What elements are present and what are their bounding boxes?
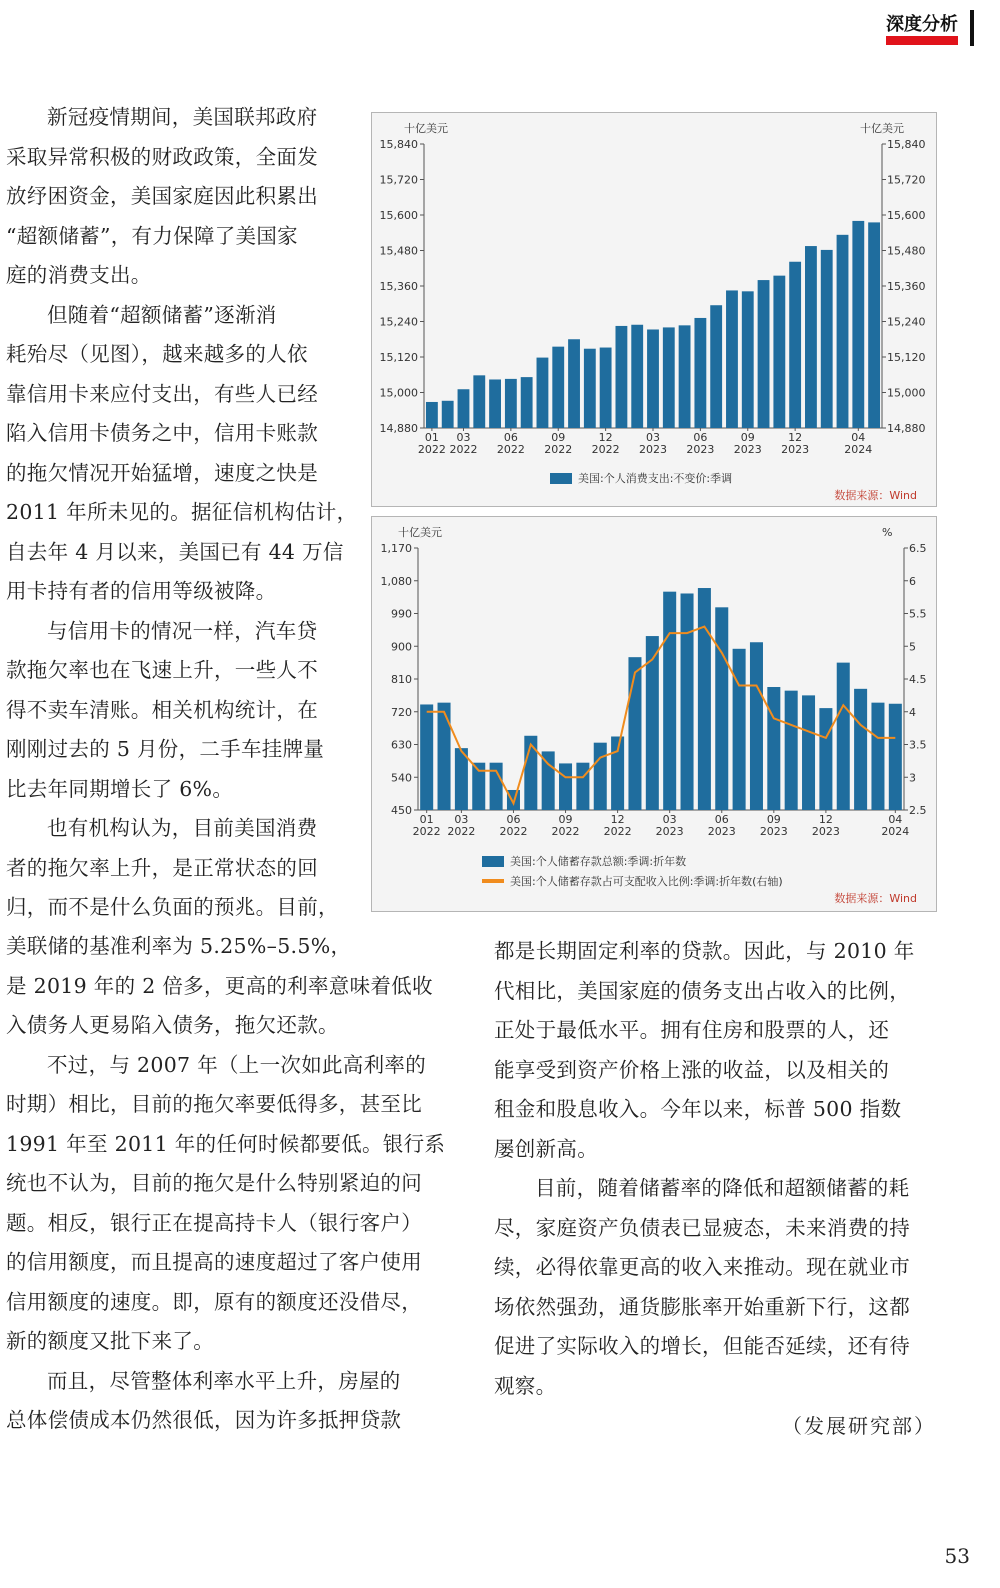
bar xyxy=(698,588,711,810)
x-tick-label-month: 12 xyxy=(598,431,613,444)
x-tick-label-month: 09 xyxy=(551,431,566,444)
text-line: 刚刚过去的 5 月份，二手车挂牌量 xyxy=(6,737,325,761)
x-tick-label-year: 2024 xyxy=(881,825,910,838)
text-line: 陷入信用卡债务之中，信用卡账款 xyxy=(6,421,318,445)
bar xyxy=(489,379,501,428)
text-line: 自去年 4 月以来，美国已有 44 万信 xyxy=(6,539,344,564)
text-line: 靠信用卡来应付支出，有些人已经 xyxy=(6,381,318,406)
page-number: 53 xyxy=(944,1544,970,1568)
section-title: 深度分析 xyxy=(886,14,958,35)
y-tick-label-right: 6.5 xyxy=(909,542,927,555)
legend-swatch-line xyxy=(482,879,504,883)
text-line: 新冠疫情期间，美国联邦政府 xyxy=(47,105,318,129)
x-tick-label-year: 2022 xyxy=(412,825,441,838)
y-tick-label-left: 1,170 xyxy=(380,542,412,555)
bar xyxy=(663,327,675,428)
x-tick-label-month: 03 xyxy=(646,431,660,444)
bar xyxy=(442,401,454,428)
bar xyxy=(758,280,770,428)
text-line: 的信用额度，而且提高的速度超过了客户使用 xyxy=(6,1250,422,1274)
text-line: 统也不认为，目前的拖欠是什么特别紧迫的问 xyxy=(6,1171,422,1195)
bar xyxy=(521,377,533,428)
savings-chart xyxy=(371,516,937,912)
text-line: “超额储蓄”，有力保障了美国家 xyxy=(6,223,298,248)
bar xyxy=(679,325,691,428)
section-accent-bar xyxy=(886,36,958,45)
bar xyxy=(505,379,517,428)
bar xyxy=(789,262,801,428)
bar xyxy=(647,329,659,428)
text-line: 2011 年所未见的。据征信机构估计， xyxy=(6,500,358,524)
y-tick-label-right: 3.5 xyxy=(909,738,927,752)
bar xyxy=(750,642,763,810)
bar xyxy=(710,305,722,428)
bar xyxy=(584,349,596,428)
y-tick-label-right: 15,480 xyxy=(887,244,926,258)
y-tick-label-right: 15,600 xyxy=(887,209,926,222)
text-line: 归，而不是什么负面的预兆。目前， xyxy=(6,895,339,919)
bar xyxy=(438,703,451,810)
data-source-label: 数据来源：Wind xyxy=(834,892,917,905)
x-tick-label-year: 2023 xyxy=(781,443,810,456)
bar xyxy=(615,326,627,428)
text-line: 放纾困资金，美国家庭因此积累出 xyxy=(6,184,318,208)
text-line: 促进了实际收入的增长，但能否延续，还有待 xyxy=(494,1334,910,1358)
bar xyxy=(726,290,738,428)
author-signature: （发展研究部） xyxy=(782,1414,936,1438)
savings-chart-svg xyxy=(372,517,936,911)
y-tick-label-right: 5.5 xyxy=(909,607,927,621)
bar xyxy=(681,593,694,810)
y-tick-label-left: 14,880 xyxy=(379,422,418,435)
text-line: 但随着“超额储蓄”逐渐消 xyxy=(47,302,277,327)
bar xyxy=(868,222,880,428)
y-tick-label-right: 3 xyxy=(909,771,916,785)
text-line: 1991 年至 2011 年的任何时候都要低。银行系 xyxy=(6,1131,446,1156)
y-tick-label-right: 15,720 xyxy=(887,173,926,187)
y-tick-label-right: 4 xyxy=(909,705,916,719)
paragraph-2 xyxy=(6,927,445,1441)
y-tick-label-left: 15,840 xyxy=(379,138,418,151)
text-line: 总体偿债成本仍然很低，因为许多抵押贷款 xyxy=(6,1408,402,1432)
x-tick-label-year: 2022 xyxy=(447,825,476,838)
legend-label: 美国:个人储蓄存款总额:季调:折年数 xyxy=(510,855,687,868)
x-tick-label-year: 2022 xyxy=(551,825,580,838)
bar xyxy=(663,592,676,810)
text-line: 观察。 xyxy=(494,1373,557,1398)
y-tick-label-right: 4.5 xyxy=(909,673,927,686)
x-tick-label-month: 03 xyxy=(454,813,469,826)
x-tick-label-month: 04 xyxy=(851,431,866,444)
bar xyxy=(594,743,607,810)
y-tick-label-right: 14,880 xyxy=(887,422,926,435)
x-tick-label-month: 04 xyxy=(888,813,903,826)
x-tick-label-month: 09 xyxy=(740,431,755,444)
y-tick-label-left: 15,480 xyxy=(379,244,418,258)
bar xyxy=(837,235,849,428)
x-tick-label-month: 01 xyxy=(424,431,439,444)
x-tick-label-month: 06 xyxy=(503,431,518,444)
bar xyxy=(852,221,864,428)
text-line: 美联储的基准利率为 5.25%–5.5%， xyxy=(6,934,352,958)
y-tick-label-left: 15,000 xyxy=(379,386,418,400)
bar xyxy=(537,358,549,428)
text-line: 款拖欠率也在飞速上升，一些人不 xyxy=(6,658,318,682)
x-tick-label-month: 03 xyxy=(662,813,677,826)
bar xyxy=(871,703,884,810)
text-line: 而且，尽管整体利率水平上升，房屋的 xyxy=(47,1368,401,1393)
y-tick-label-left: 1,080 xyxy=(380,574,412,588)
bar xyxy=(568,339,580,428)
bar xyxy=(552,347,564,428)
bar xyxy=(600,348,612,428)
y-tick-label-right: 2.5 xyxy=(909,804,927,817)
x-tick-label-year: 2022 xyxy=(591,443,620,456)
text-line: 庭的消费支出。 xyxy=(6,263,152,287)
text-line: 场依然强劲，通货膨胀率开始重新下行，这都 xyxy=(494,1294,910,1319)
bar xyxy=(819,708,832,810)
paragraph-3 xyxy=(494,932,915,1406)
text-line: 得不卖车清账。相关机构统计，在 xyxy=(6,697,318,722)
bar xyxy=(785,691,798,810)
x-tick-label-year: 2023 xyxy=(759,825,788,838)
bar xyxy=(837,663,850,810)
y-tick-label-right: 15,000 xyxy=(887,386,926,400)
y-tick-label-right: 6 xyxy=(909,574,916,588)
text-line: 代相比，美国家庭的债务支出占收入的比例， xyxy=(494,978,910,1003)
text-line: 租金和股息收入。今年以来，标普 500 指数 xyxy=(494,1097,902,1121)
bar xyxy=(715,607,728,810)
text-line: 的拖欠情况开始猛增，速度之快是 xyxy=(6,460,318,485)
x-tick-label-year: 2022 xyxy=(603,825,632,838)
y-tick-label-right: 15,120 xyxy=(887,351,926,364)
x-tick-label-month: 06 xyxy=(693,431,708,444)
bar xyxy=(420,704,433,810)
x-tick-label-month: 09 xyxy=(766,813,781,826)
bar xyxy=(458,389,470,428)
text-line: 不过，与 2007 年（上一次如此高利率的 xyxy=(47,1052,427,1077)
text-line: 采取异常积极的财政政策，全面发 xyxy=(6,144,318,169)
y-unit-right: % xyxy=(882,526,893,539)
text-line: 信用额度的速度。即，原有的额度还没借尽， xyxy=(6,1289,422,1314)
section-divider xyxy=(970,10,974,46)
bar xyxy=(854,689,867,810)
y-tick-label-left: 15,600 xyxy=(379,209,418,222)
y-unit-right: 十亿美元 xyxy=(860,122,904,135)
y-tick-label-left: 720 xyxy=(391,705,412,719)
text-line: 入债务人更易陷入债务，拖欠还款。 xyxy=(6,1013,339,1037)
text-line: 也有机构认为，目前美国消费 xyxy=(47,816,318,840)
x-tick-label-year: 2023 xyxy=(811,825,840,838)
bar xyxy=(802,695,815,810)
text-line: 新的额度又批下来了。 xyxy=(6,1329,214,1353)
y-tick-label-left: 15,240 xyxy=(379,315,418,329)
x-tick-label-year: 2023 xyxy=(686,443,715,456)
x-tick-label-month: 03 xyxy=(456,431,471,444)
x-tick-label-year: 2022 xyxy=(544,443,573,456)
text-line: 用卡持有者的信用等级被降。 xyxy=(6,579,277,603)
bar xyxy=(889,704,902,810)
y-unit-left: 十亿美元 xyxy=(404,122,448,135)
legend-swatch-bar xyxy=(550,473,572,484)
text-line: 时期）相比，目前的拖欠率要低得多，甚至比 xyxy=(6,1092,422,1116)
x-tick-label-year: 2023 xyxy=(639,443,667,456)
x-tick-label-year: 2022 xyxy=(499,825,528,838)
paragraph-1 xyxy=(6,98,357,928)
y-tick-label-left: 15,360 xyxy=(379,280,418,293)
text-line: 比去年同期增长了 6%。 xyxy=(6,776,234,801)
bar xyxy=(426,402,438,428)
y-tick-label-right: 15,360 xyxy=(887,280,926,293)
y-tick-label-left: 810 xyxy=(391,673,412,686)
y-tick-label-right: 15,240 xyxy=(887,315,926,329)
x-tick-label-month: 12 xyxy=(788,431,803,444)
y-tick-label-right: 5 xyxy=(909,640,916,654)
text-line: 都是长期固定利率的贷款。因此，与 2010 年 xyxy=(494,939,915,963)
bar xyxy=(773,276,785,428)
bar xyxy=(767,687,780,810)
x-tick-label-year: 2024 xyxy=(844,443,873,456)
bar xyxy=(805,246,817,428)
legend-label: 美国:个人储蓄存款占可支配收入比例:季调:折年数(右轴) xyxy=(510,875,783,888)
text-line: 正处于最低水平。拥有住房和股票的人，还 xyxy=(494,1018,890,1042)
bar xyxy=(631,325,643,428)
x-tick-label-month: 09 xyxy=(558,813,573,826)
y-tick-label-left: 450 xyxy=(391,804,412,817)
bar xyxy=(742,291,754,428)
x-tick-label-year: 2022 xyxy=(449,443,478,456)
text-line: 耗殆尽（见图），越来越多的人依 xyxy=(6,342,308,366)
x-tick-label-year: 2023 xyxy=(655,825,684,838)
bar xyxy=(821,250,833,428)
text-line: 能享受到资产价格上涨的收益，以及相关的 xyxy=(494,1057,890,1082)
bar xyxy=(559,763,572,810)
consumption-chart-svg xyxy=(372,113,936,506)
text-line: 是 2019 年的 2 倍多，更高的利率意味着低收 xyxy=(6,973,433,998)
x-tick-label-month: 06 xyxy=(506,813,521,826)
bar xyxy=(694,318,706,428)
y-tick-label-left: 15,120 xyxy=(379,351,418,364)
bar xyxy=(576,763,589,810)
text-line: 题。相反，银行正在提高持卡人（银行客户） xyxy=(6,1210,422,1235)
x-tick-label-month: 12 xyxy=(818,813,833,826)
legend-label: 美国:个人消费支出:不变价:季调 xyxy=(578,472,733,485)
x-tick-label-year: 2022 xyxy=(417,443,446,456)
text-line: 者的拖欠率上升，是正常状态的回 xyxy=(6,855,318,880)
bar xyxy=(473,375,485,428)
consumption-chart xyxy=(371,112,937,507)
text-line: 与信用卡的情况一样，汽车贷 xyxy=(47,618,318,643)
x-tick-label-year: 2023 xyxy=(707,825,736,838)
y-unit-left: 十亿美元 xyxy=(398,526,442,539)
y-tick-label-left: 630 xyxy=(391,738,412,752)
y-tick-label-right: 15,840 xyxy=(887,138,926,151)
data-source-label: 数据来源：Wind xyxy=(834,489,917,502)
text-line: 目前，随着储蓄率的降低和超额储蓄的耗 xyxy=(535,1176,910,1200)
y-tick-label-left: 15,720 xyxy=(379,173,418,187)
x-tick-label-month: 12 xyxy=(610,813,625,826)
bar xyxy=(628,657,641,810)
x-tick-label-year: 2023 xyxy=(733,443,762,456)
x-tick-label-month: 06 xyxy=(714,813,729,826)
y-tick-label-left: 900 xyxy=(391,640,412,654)
text-line: 屡创新高。 xyxy=(494,1136,598,1161)
bar xyxy=(733,649,746,810)
y-tick-label-left: 540 xyxy=(391,771,412,785)
text-line: 续，必得依靠更高的收入来推动。现在就业市 xyxy=(494,1255,910,1279)
legend-swatch-bar xyxy=(482,856,504,867)
y-tick-label-left: 990 xyxy=(391,607,412,621)
x-tick-label-month: 01 xyxy=(419,813,434,826)
x-tick-label-year: 2022 xyxy=(496,443,525,456)
text-line: 尽，家庭资产负债表已显疲态，未来消费的持 xyxy=(494,1215,910,1240)
